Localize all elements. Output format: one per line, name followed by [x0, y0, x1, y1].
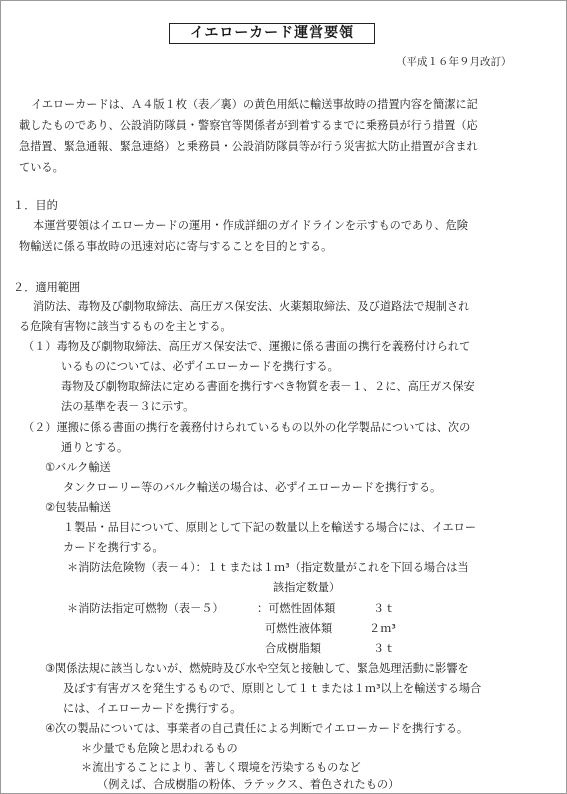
intro-line: 急措置、緊急通報、緊急連絡）と乗務員・公設消防隊員等が行う災害拡大防止措置が含まれ — [19, 140, 478, 153]
combustibles-row-value: ２ｍ³ — [369, 622, 396, 635]
intro-line: ている。 — [19, 161, 64, 174]
bulk-transport-body: タンクローリー等のバルク輸送の場合は、必ずイエローカードを携行する。 — [63, 481, 442, 494]
packaged-transport-heading: ②包装品輸送 — [45, 501, 111, 514]
bulk-transport-heading: ①バルク輸送 — [45, 461, 111, 474]
scope-item-1-line: 毒物及び劇物取締法に定める書面を携行すべき物質を表－１、２に、高圧ガス保安 — [61, 380, 475, 393]
packaged-transport-line: １製品・品目について、原則として下記の数量以上を輸送する場合には、イエロー — [63, 521, 477, 534]
scope-item-1: （１）毒物及び劇物取締法、高圧ガス保安法で、運搬に係る書面の携行を義務付けられて — [23, 340, 471, 353]
scope-item-1-line: いるものについては、必ずイエローカードを携行する。 — [61, 360, 339, 373]
toxic-gas-line: ③関係法規に該当しないが、燃焼時及び水や空気と接触して、緊急処理活動に影響を — [45, 662, 469, 675]
document-title: イエローカード運営要領 — [169, 23, 375, 44]
scope-item-1-line: 法の基準を表－３に示す。 — [61, 400, 195, 413]
combustibles-row-label: 可燃性液体類 — [265, 622, 333, 635]
scope-item-2-line: 通りとする。 — [61, 441, 129, 454]
intro-line: 載したものであり、公設消防隊員・警察官等関係者が到着するまでに乗務員が行う措置（応 — [19, 119, 478, 132]
self-responsibility-bullet: ＊少量でも危険と思われるもの — [81, 742, 238, 755]
scope-line: る危険有害物に該当するものを主とする。 — [19, 320, 232, 333]
packaged-transport-line: カードを携行する。 — [63, 541, 164, 554]
section-heading-scope: ２．適用範囲 — [13, 281, 81, 294]
self-responsibility-bullet: ＊流出することにより、著しく環境を汚染するものなど — [81, 761, 361, 774]
combustibles-row-value: ３ｔ — [373, 602, 396, 615]
combustibles-row-value: ３ｔ — [373, 642, 396, 655]
combustibles-bullet: ＊消防法指定可燃物（表－５） — [67, 602, 224, 615]
hazmat-bullet-line: 該指定数量） — [273, 581, 341, 594]
toxic-gas-line: には、イエローカードを携行する。 — [63, 702, 242, 715]
combustibles-row-label: 合成樹脂類 — [265, 642, 321, 655]
toxic-gas-line: 及ぼす有害ガスを発生するもので、原則として１ｔまたは１ｍ³以上を輸送する場合 — [63, 682, 482, 695]
combustibles-row-label: ：可燃性固体類 — [257, 602, 336, 615]
scope-item-2: （２）運搬に係る書面の携行を義務付けられているもの以外の化学製品については、次の — [23, 421, 471, 434]
purpose-line: 本運営要領はイエローカードの運用・作成詳細のガイドラインを示すものであり、危険 — [33, 219, 468, 232]
section-heading-purpose: １．目的 — [13, 199, 58, 212]
hazmat-bullet: ＊消防法危険物（表－４）：１ｔまたは１ｍ³（指定数量がこれを下回る場合は当 — [67, 561, 469, 574]
intro-line: イエローカードは、Ａ４版１枚（表／裏）の黄色用紙に輸送事故時の措置内容を簡潔に記 — [31, 98, 478, 111]
self-responsibility-example: （例えば、合成樹脂の粉体、ラテックス、着色されたもの） — [97, 778, 400, 791]
self-responsibility-heading: ④次の製品については、事業者の自己責任による判断でイエローカードを携行する。 — [45, 722, 469, 735]
purpose-line: 物輸送に係る事故時の迅速対応に寄与することを目的とする。 — [19, 240, 333, 253]
scope-line: 消防法、毒物及び劇物取締法、高圧ガス保安法、火薬類取締法、及び道路法で規制され — [33, 300, 470, 313]
revision-date: （平成１６年９月改訂） — [396, 56, 512, 68]
